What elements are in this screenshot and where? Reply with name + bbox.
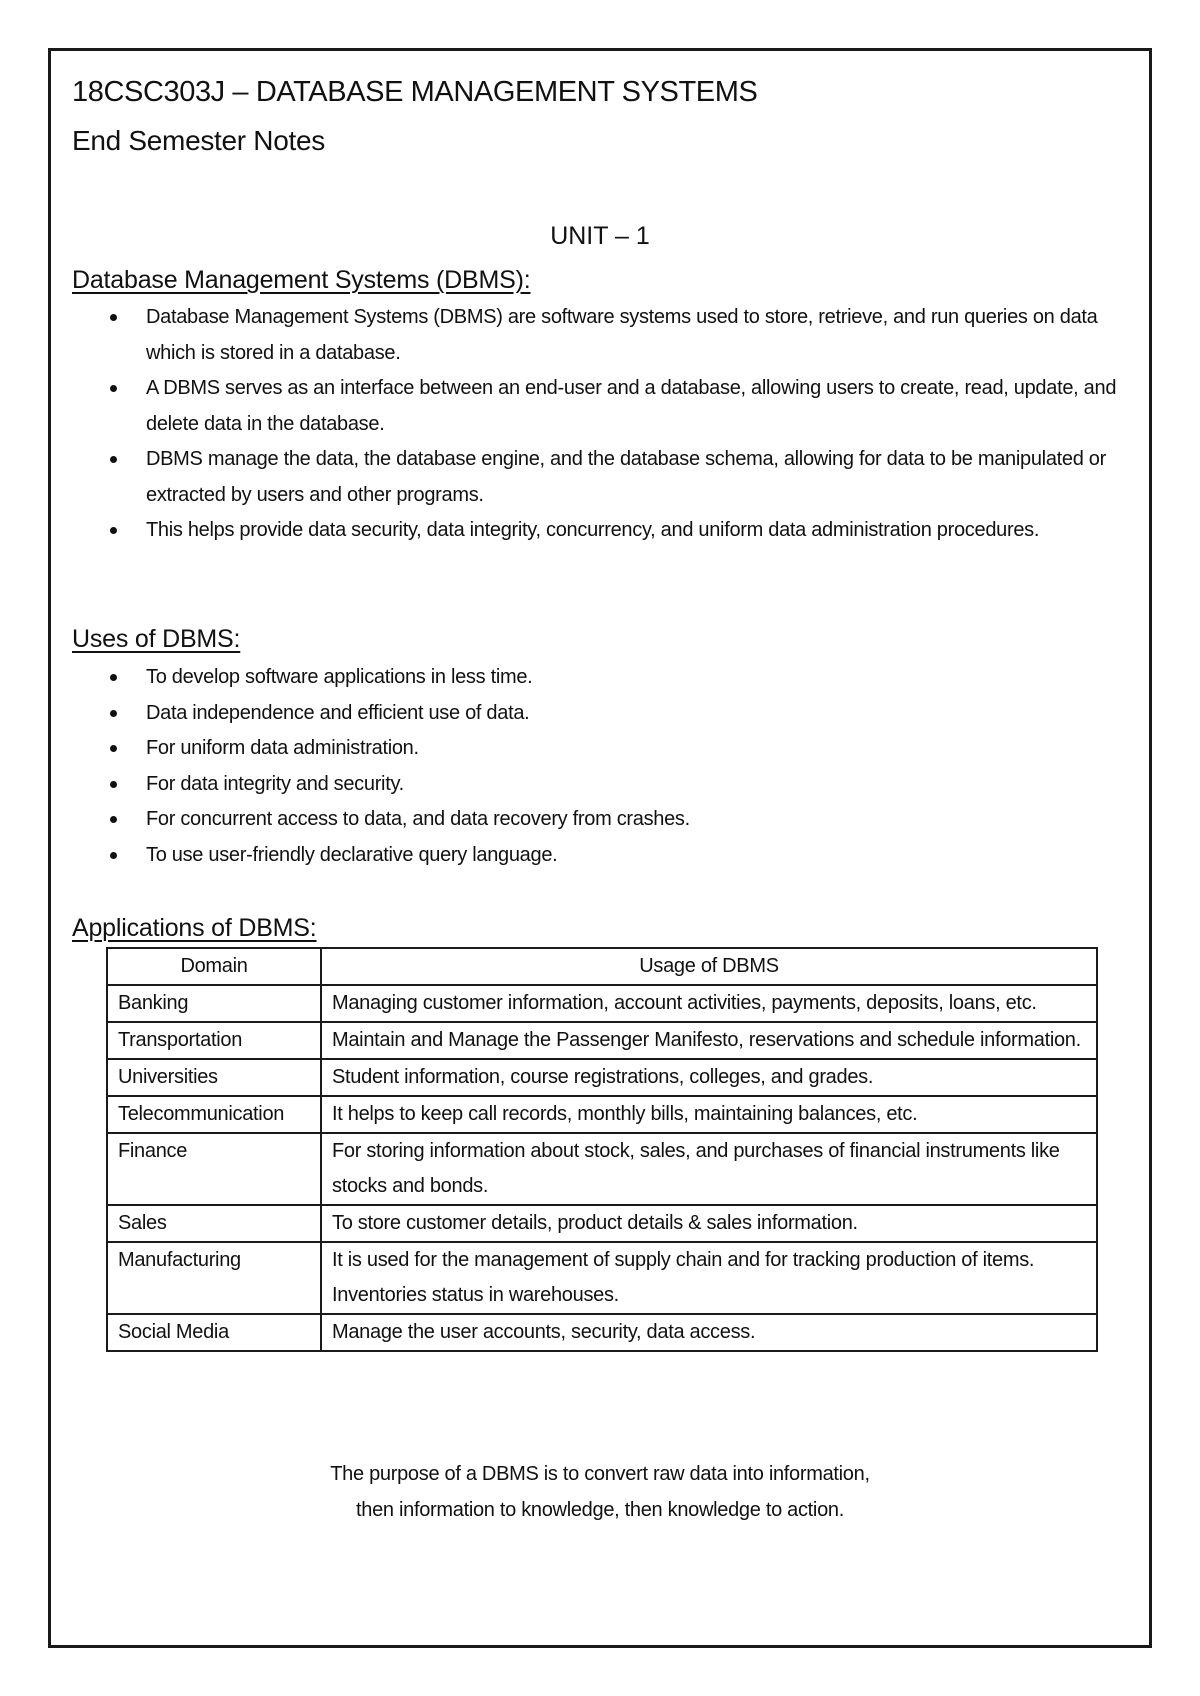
table-row	[107, 1096, 1097, 1133]
list-item	[72, 802, 1132, 838]
list-item	[72, 371, 1132, 442]
dbms-section-heading: Database Management Systems (DBMS):	[72, 266, 531, 294]
bullet-icon	[110, 745, 117, 752]
domain-cell: Telecommunication	[107, 1096, 321, 1133]
bullet-icon	[110, 385, 117, 392]
table-row	[107, 1314, 1097, 1351]
table-row	[107, 1059, 1097, 1096]
bullet-icon	[110, 781, 117, 788]
quote-line-2: then information to knowledge, then knowledge to action.	[356, 1499, 844, 1521]
bullet-text: A DBMS serves as an interface between an end-user and a database, allowing users to create, read, update, and delete data in the database.	[146, 377, 1117, 435]
domain-cell: Banking	[107, 985, 321, 1022]
bullet-icon	[110, 816, 117, 823]
domain-cell: Universities	[107, 1059, 321, 1096]
usage-cell: Maintain and Manage the Passenger Manifesto, reservations and schedule information.	[321, 1022, 1097, 1059]
usage-cell: Student information, course registrations, colleges, and grades.	[321, 1059, 1097, 1096]
list-item	[72, 513, 1132, 549]
bullet-text: For data integrity and security.	[146, 772, 404, 795]
list-item	[72, 300, 1132, 371]
bullet-text: For uniform data administration.	[146, 737, 419, 759]
bullet-icon	[110, 710, 117, 717]
bullet-text: For concurrent access to data, and data recovery from crashes.	[146, 808, 690, 830]
table-header-row	[107, 948, 1097, 985]
domain-cell: Transportation	[107, 1022, 321, 1059]
bullet-icon	[110, 314, 117, 321]
usage-cell: To store customer details, product details & sales information.	[321, 1205, 1097, 1242]
unit-heading: UNIT – 1	[550, 222, 650, 250]
dbms-bullet-list	[72, 300, 1132, 549]
bullet-icon	[110, 456, 117, 463]
notes-subtitle: End Semester Notes	[72, 125, 325, 156]
usage-cell: It helps to keep call records, monthly bills, maintaining balances, etc.	[321, 1096, 1097, 1133]
table-row	[107, 985, 1097, 1022]
usage-cell: It is used for the management of supply chain and for tracking production of items. Inventories status in warehouses.	[321, 1242, 1097, 1314]
list-item	[72, 731, 1132, 767]
bullet-text: Database Management Systems (DBMS) are software systems used to store, retrieve, and run queries on data which is stored in a database.	[146, 306, 1098, 364]
domain-cell: Finance	[107, 1133, 321, 1205]
domain-cell: Manufacturing	[107, 1242, 321, 1314]
applications-section-heading: Applications of DBMS:	[72, 914, 317, 942]
list-item	[72, 838, 1132, 874]
bullet-icon	[110, 852, 117, 859]
bullet-text: DBMS manage the data, the database engine, and the database schema, allowing for data to be manipulated or extracted by users and other programs.	[146, 448, 1106, 506]
domain-cell: Sales	[107, 1205, 321, 1242]
column-header-domain: Domain	[107, 948, 321, 985]
uses-bullet-list	[72, 660, 1132, 873]
usage-cell: Managing customer information, account activities, payments, deposits, loans, etc.	[321, 985, 1097, 1022]
bullet-icon	[110, 527, 117, 534]
table-row	[107, 1022, 1097, 1059]
bullet-text: To use user-friendly declarative query language.	[146, 843, 558, 866]
usage-cell: Manage the user accounts, security, data access.	[321, 1314, 1097, 1351]
course-title: 18CSC303J – DATABASE MANAGEMENT SYSTEMS	[72, 76, 758, 108]
table-row	[107, 1133, 1097, 1205]
bullet-text: Data independence and efficient use of data.	[146, 701, 530, 724]
closing-quote	[0, 1456, 1200, 1528]
bullet-text: To develop software applications in less time.	[146, 666, 533, 688]
table-row	[107, 1205, 1097, 1242]
list-item	[72, 767, 1132, 803]
column-header-usage: Usage of DBMS	[321, 948, 1097, 985]
list-item	[72, 660, 1132, 696]
table-row	[107, 1242, 1097, 1314]
quote-line-1: The purpose of a DBMS is to convert raw data into information,	[330, 1463, 870, 1485]
bullet-text: This helps provide data security, data integrity, concurrency, and uniform data administration procedures.	[146, 519, 1040, 541]
domain-cell: Social Media	[107, 1314, 321, 1351]
list-item	[72, 442, 1132, 513]
bullet-icon	[110, 674, 117, 681]
uses-section-heading: Uses of DBMS:	[72, 625, 241, 653]
usage-cell: For storing information about stock, sales, and purchases of financial instruments like stocks and bonds.	[321, 1133, 1097, 1205]
applications-table	[106, 947, 1098, 1352]
list-item	[72, 696, 1132, 732]
